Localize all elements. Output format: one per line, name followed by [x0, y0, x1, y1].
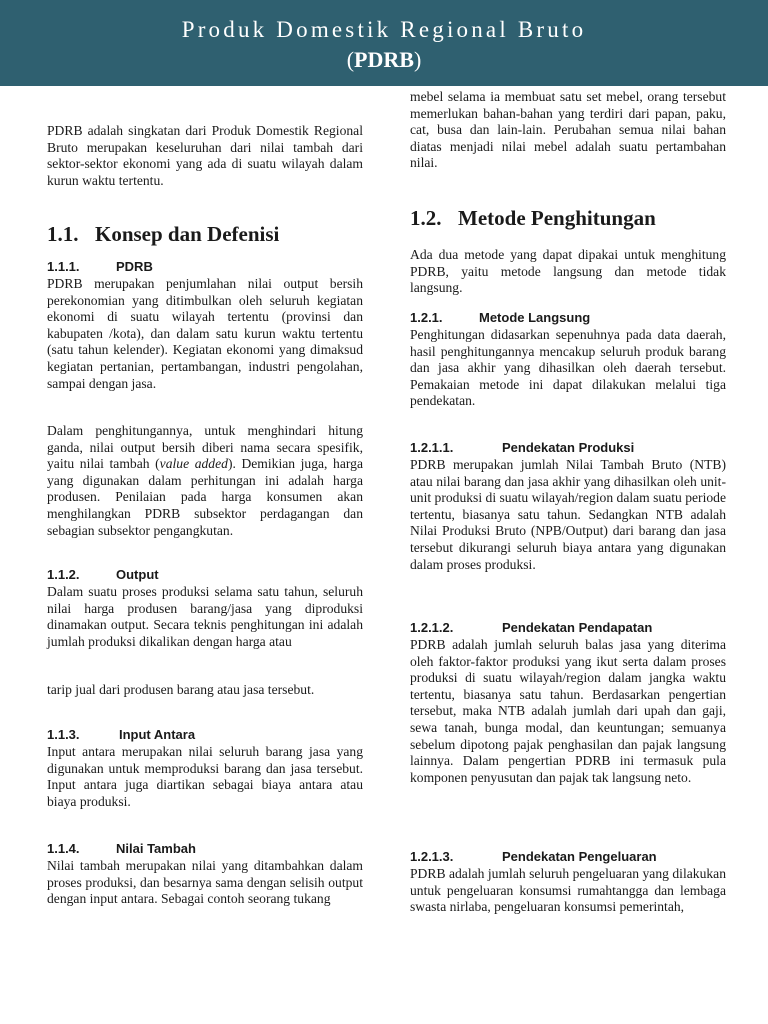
paragraph-pendekatan-produksi: PDRB merupakan jumlah Nilai Tambah Bruto (NTB) atau nilai barang dan jasa akhir yang dihasilkan oleh unit-unit produksi di suatu wilayah/region dalam suatu periode tertentu, biasanya satu tahun. Sedangkan NTB adalah Nilai Produksi Bruto (NPB/Output) dari barang dan jasa tersebut dikurangi seluruh biaya antara yang digunakan dalam proses produksi.	[410, 457, 726, 572]
paragraph-pdrb: PDRB merupakan penjumlahan nilai output bersih perekonomian yang ditimbulkan oleh seluruh kegiatan ekonomi di suatu wilayah tertentu (provinsi dan kabupaten /kota), dan dalam satu kurun waktu tertentu (satu tahun kelender). Kegiatan ekonomi yang dimaksud kegiatan pertanian, pertambangan, industri pengolahan, sampai dengan jasa.	[47, 276, 363, 391]
subsection-heading-1-1-1: 1.1.1. PDRB	[47, 259, 153, 274]
paragraph-mebel-continued: mebel selama ia membuat satu set mebel, orang tersebut memerlukan bahan-bahan yang terdiri dari papan, paku, cat, busa dan lain-lain. Perubahan semua nilai bahan diatas menjadi nilai mebel adalah suatu pertambahan nilai.	[410, 89, 726, 171]
page-title: Produk Domestik Regional Bruto	[181, 17, 587, 42]
paragraph-penghitungan: Dalam penghitungannya, untuk menghindari hitung ganda, nilai output bersih diberi nama secara spesifik, yaitu nilai tambah (value added). Demikian juga, harga yang digunakan dalam perhitungan ini adalah harga produsen. Penilaian pada harga konsumen akan menghilangkan PDRB subsektor perdagangan dan sebagian subsektor pengangkutan.	[47, 423, 363, 538]
subsection-heading-1-2-1: 1.2.1. Metode Langsung	[410, 310, 591, 325]
paragraph-metode: Ada dua metode yang dapat dipakai untuk menghitung PDRB, yaitu metode langsung dan metode tidak langsung.	[410, 247, 726, 296]
paragraph-nilai-tambah: Nilai tambah merupakan nilai yang ditambahkan dalam proses produksi, dan besarnya sama dengan selisih output dengan input antara. Sebagai contoh seorang tukang	[47, 858, 363, 907]
paragraph-pendekatan-pendapatan: PDRB adalah jumlah seluruh balas jasa yang diterima oleh faktor-faktor produksi yang ikut serta dalam proses produksi di suatu wilayah/region dalam jangka waktu tertentu, biasanya satu tahun. Berdasarkan pengertian tersebut, maka NTB adalah jumlah dari upah dan gaji, sewa tanah, bunga modal, dan keuntungan; semuanya sebelum dipotong pajak penghasilan dan pajak langsung lainnya. Dalam pengertian PDRB ini termasuk pula komponen penyusutan dan pajak tak langsung neto.	[410, 637, 726, 785]
paragraph-output: Dalam suatu proses produksi selama satu tahun, seluruh nilai harga produsen barang/jasa yang diproduksi dinamakan output. Secara teknis penghitungan ini adalah jumlah produksi dikalikan dengan harga atau	[47, 584, 363, 649]
subsection-heading-1-1-2: 1.1.2. Output	[47, 567, 159, 582]
paragraph-pendekatan-pengeluaran: PDRB adalah jumlah seluruh pengeluaran yang dilakukan untuk pengeluaran konsumsi rumahtangga dan lembaga swasta nirlaba, pengeluaran konsumsi pemerintah,	[410, 866, 726, 915]
paragraph-output-continued: tarip jual dari produsen barang atau jasa tersebut.	[47, 682, 315, 697]
subsection-heading-1-1-4: 1.1.4. Nilai Tambah	[47, 841, 196, 856]
paragraph-metode-langsung: Penghitungan didasarkan sepenuhnya pada data daerah, hasil penghitungannya mencakup seluruh produk barang dan jasa akhir yang dihasilkan oleh daerah tersebut. Pemakaian metode ini dapat dilakukan melalui tiga pendekatan.	[410, 327, 726, 409]
subsection-heading-1-1-3: 1.1.3. Input Antara	[47, 727, 196, 742]
header-banner	[0, 0, 768, 86]
subsection-heading-1-2-1-1: 1.2.1.1. Pendekatan Produksi	[410, 440, 635, 455]
section-heading-1-2: 1.2. Metode Penghitungan	[410, 206, 656, 230]
page-title-abbr: (PDRB)	[346, 47, 422, 72]
subsection-heading-1-2-1-3: 1.2.1.3. Pendekatan Pengeluaran	[410, 849, 657, 864]
subsection-heading-1-2-1-2: 1.2.1.2. Pendekatan Pendapatan	[410, 620, 653, 635]
section-heading-1-1: 1.1. Konsep dan Defenisi	[47, 222, 280, 246]
paragraph-input-antara: Input antara merupakan nilai seluruh barang jasa yang digunakan untuk memproduksi barang dan jasa tersebut. Input antara juga diartikan sebagai biaya antara atau biaya produksi.	[47, 744, 363, 809]
intro-paragraph: PDRB adalah singkatan dari Produk Domestik Regional Bruto merupakan keseluruhan dari nilai tambah dari sektor-sektor ekonomi yang ada di suatu wilayah dalam kurun waktu tertentu.	[47, 123, 363, 188]
